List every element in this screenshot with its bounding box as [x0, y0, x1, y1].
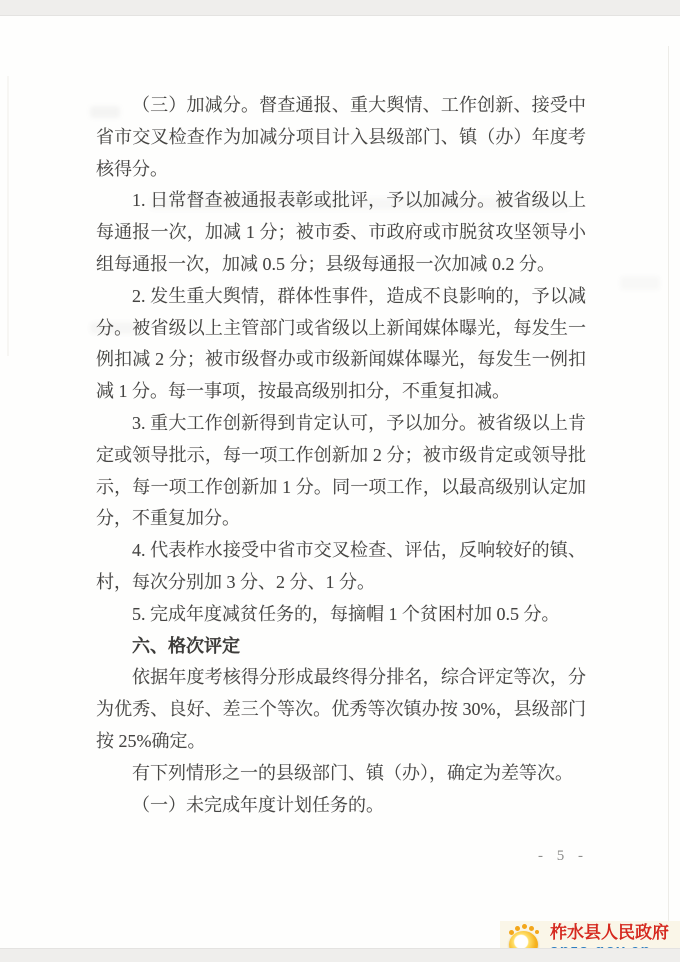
paragraph: 1. 日常督查被通报表彰或批评，予以加减分。被省级以上每通报一次，加减 1 分；被市委、市政府或市脱贫攻坚领导小组每通报一次，加减 0.5 分；县级每通报一次加减 0.2 分。 — [96, 190, 586, 274]
document-text-block — [96, 90, 586, 821]
section-heading: 六、格次评定 — [132, 635, 240, 656]
scan-artifact-right-edge — [668, 46, 669, 928]
paragraph: （三）加减分。督查通报、重大舆情、工作创新、接受中省市交叉检查作为加减分项目计入县级部门、镇（办）年度考核得分。 — [96, 95, 586, 179]
ink-bleed-artifact — [620, 276, 660, 290]
scan-artifact-left-edge — [7, 76, 9, 356]
paragraph: 2. 发生重大舆情，群体性事件，造成不良影响的，予以减分。被省级以上主管部门或省级以上新闻媒体曝光，每发生一例扣减 2 分；被市级督办或市级新闻媒体曝光，每发生一例扣减 1 分。每一事项，按最高级别扣分，不重复扣减。 — [96, 285, 586, 402]
gov-name-label: 柞水县人民政府 — [550, 923, 669, 942]
paragraph: 5. 完成年度减贫任务的，每摘帽 1 个贫困村加 0.5 分。 — [132, 603, 560, 624]
page-number: - 5 - — [538, 848, 588, 864]
scan-bottom-edge — [0, 948, 680, 962]
paragraph: 有下列情形之一的县级部门、镇（办），确定为差等次。 — [132, 762, 573, 783]
paragraph: 4. 代表柞水接受中省市交叉检查、评估，反响较好的镇、村，每次分别加 3 分、2 分、1 分。 — [96, 540, 586, 592]
paragraph: 3. 重大工作创新得到肯定认可，予以加分。被省级以上肯定或领导批示，每一项工作创新加 2 分；被市级肯定或领导批示，每一项工作创新加 1 分。同一项工作，以最高级别认定加分，不重复加分。 — [96, 412, 586, 529]
paragraph: 依据年度考核得分形成最终得分排名，综合评定等次，分为优秀、良好、差三个等次。优秀等次镇办按 30%，县级部门按 25%确定。 — [96, 667, 586, 751]
scan-top-edge — [0, 0, 680, 16]
document-page — [0, 16, 680, 948]
paragraph: （一）未完成年度计划任务的。 — [132, 794, 384, 815]
